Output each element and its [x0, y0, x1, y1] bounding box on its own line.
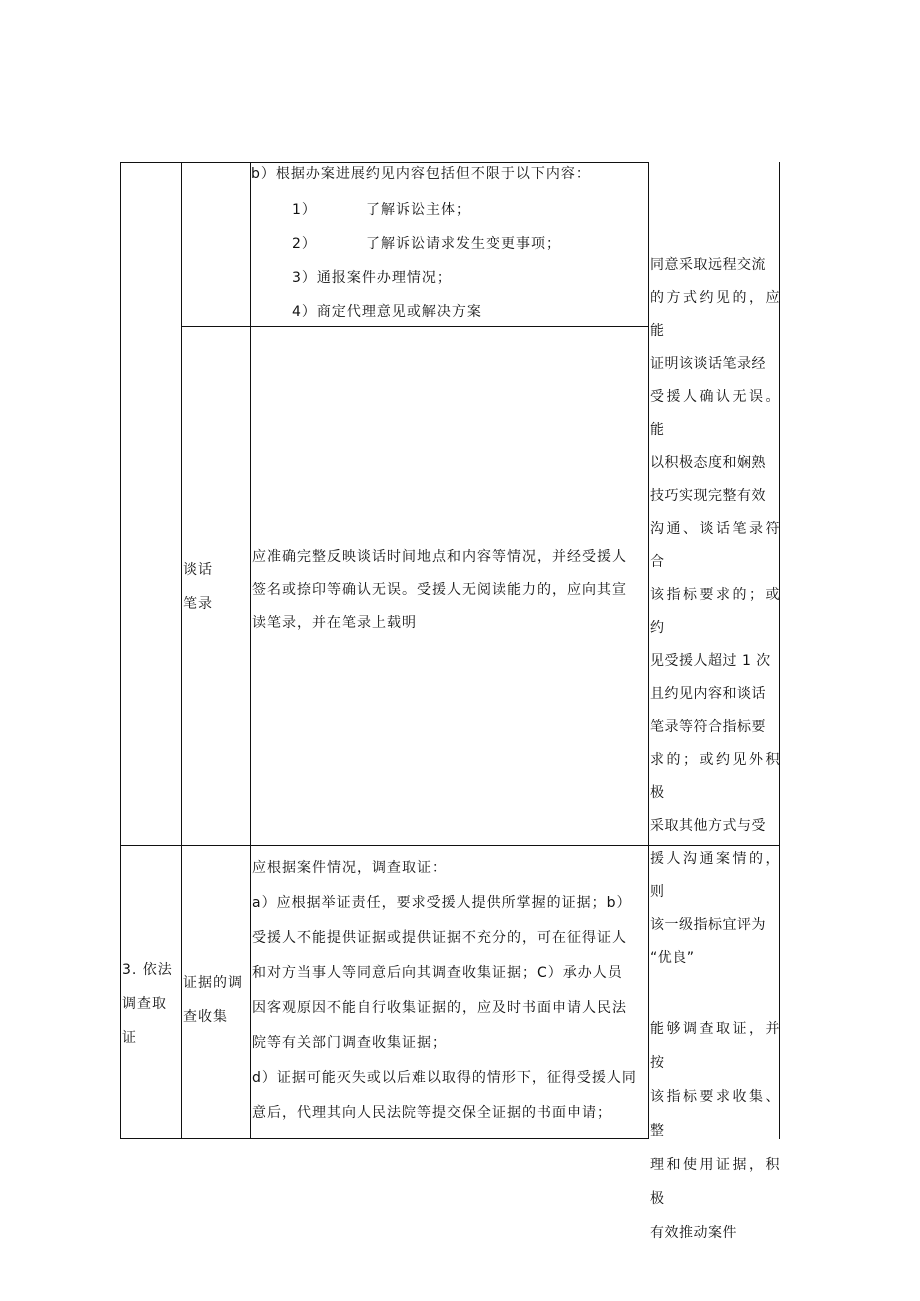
category-line: 调查取 [122, 996, 167, 1012]
row2-evaluation [650, 1012, 780, 1250]
content-line: 和对方当事人等同意后向其调查收集证据；C）承办人员 [252, 965, 623, 981]
talk-record-line: 应准确完整反映谈话时间地点和内容等情况，并经受援人 [252, 549, 627, 565]
eval-line: 援人沟通案情的，则 [650, 851, 780, 900]
eval-line: 该指标要求的；或约 [650, 587, 780, 636]
eval-line: 求的；或约见外积极 [650, 752, 780, 801]
eval-line: 有效推动案件 [650, 1225, 737, 1241]
subcategory-evidence-collection [183, 966, 251, 1034]
content-line: 意后，代理其向人民法院等提交保全证据的书面申请； [252, 1105, 612, 1121]
item-4-text: 4）商定代理意见或解决方案 [292, 304, 482, 320]
item-2-number: 2） [292, 236, 317, 252]
evidence-collection-requirements [252, 851, 646, 1131]
content-line: 应根据案件情况，调查取证： [252, 860, 447, 876]
category-investigation [122, 953, 182, 1055]
item-b-intro: b）根据办案进展约见内容包括但不限于以下内容： [251, 166, 591, 182]
category-line: 证 [122, 1030, 137, 1046]
talk-record-label-1: 谈话 [183, 562, 213, 578]
talk-record-line: 读笔录，并在笔录上载明 [252, 615, 417, 631]
eval-line: 见受援人超过 1 次 [650, 653, 771, 669]
row1-evaluation [650, 249, 780, 975]
eval-line: 理和使用证据，积极 [650, 1157, 780, 1207]
content-line: 因客观原因不能自行收集证据的，应及时书面申请人民法 [252, 1000, 627, 1016]
eval-line: 受援人确认无误。能 [650, 389, 780, 438]
eval-line: 同意采取远程交流 [650, 257, 766, 273]
eval-line: 技巧实现完整有效 [650, 488, 766, 504]
eval-line: 且约见内容和谈话 [650, 686, 766, 702]
item-1-text: 了解诉讼主体； [366, 202, 471, 218]
eval-line: 证明该谈话笔录经 [650, 356, 766, 372]
category-line: 3. 依法 [122, 962, 173, 978]
eval-line: 沟通、谈话笔录符合 [650, 521, 780, 570]
content-line: 院等有关部门调查收集证据； [252, 1035, 447, 1051]
col4-left-border [648, 162, 649, 1139]
eval-line: 采取其他方式与受 [650, 818, 766, 834]
eval-line: 的方式约见的，应能 [650, 290, 780, 339]
content-line: a）应根据举证责任，要求受援人提供所掌握的证据；b） [252, 895, 632, 911]
subcategory-line: 查收集 [183, 1009, 228, 1025]
subcategory-line: 证据的调 [183, 975, 243, 991]
content-line: 受援人不能提供证据或提供证据不充分的，可在征得证人 [252, 930, 627, 946]
item-2-text: 了解诉讼请求发生变更事项； [366, 236, 561, 252]
eval-line: 该指标要求收集、整 [650, 1089, 780, 1139]
content-line: d）证据可能灭失或以后难以取得的情形下，征得受援人同 [252, 1070, 637, 1086]
talk-record-line: 签名或捺印等确认无误。受援人无阅读能力的，应向其宣 [252, 582, 627, 598]
eval-line: 该一级指标宜评为 [650, 917, 766, 933]
talk-record-requirements [252, 541, 646, 640]
table-bottom-border [120, 1138, 648, 1139]
item-1-number: 1） [292, 202, 317, 218]
eval-line: “优良” [650, 950, 695, 966]
eval-line: 以积极态度和娴熟 [650, 455, 766, 471]
eval-line: 笔录等符合指标要 [650, 719, 766, 735]
col1-left-border [120, 162, 121, 1139]
item-3-text: 3）通报案件办理情况； [292, 270, 452, 286]
eval-line: 能够调查取证，并按 [650, 1021, 780, 1071]
talk-record-label-2: 笔录 [183, 596, 213, 612]
